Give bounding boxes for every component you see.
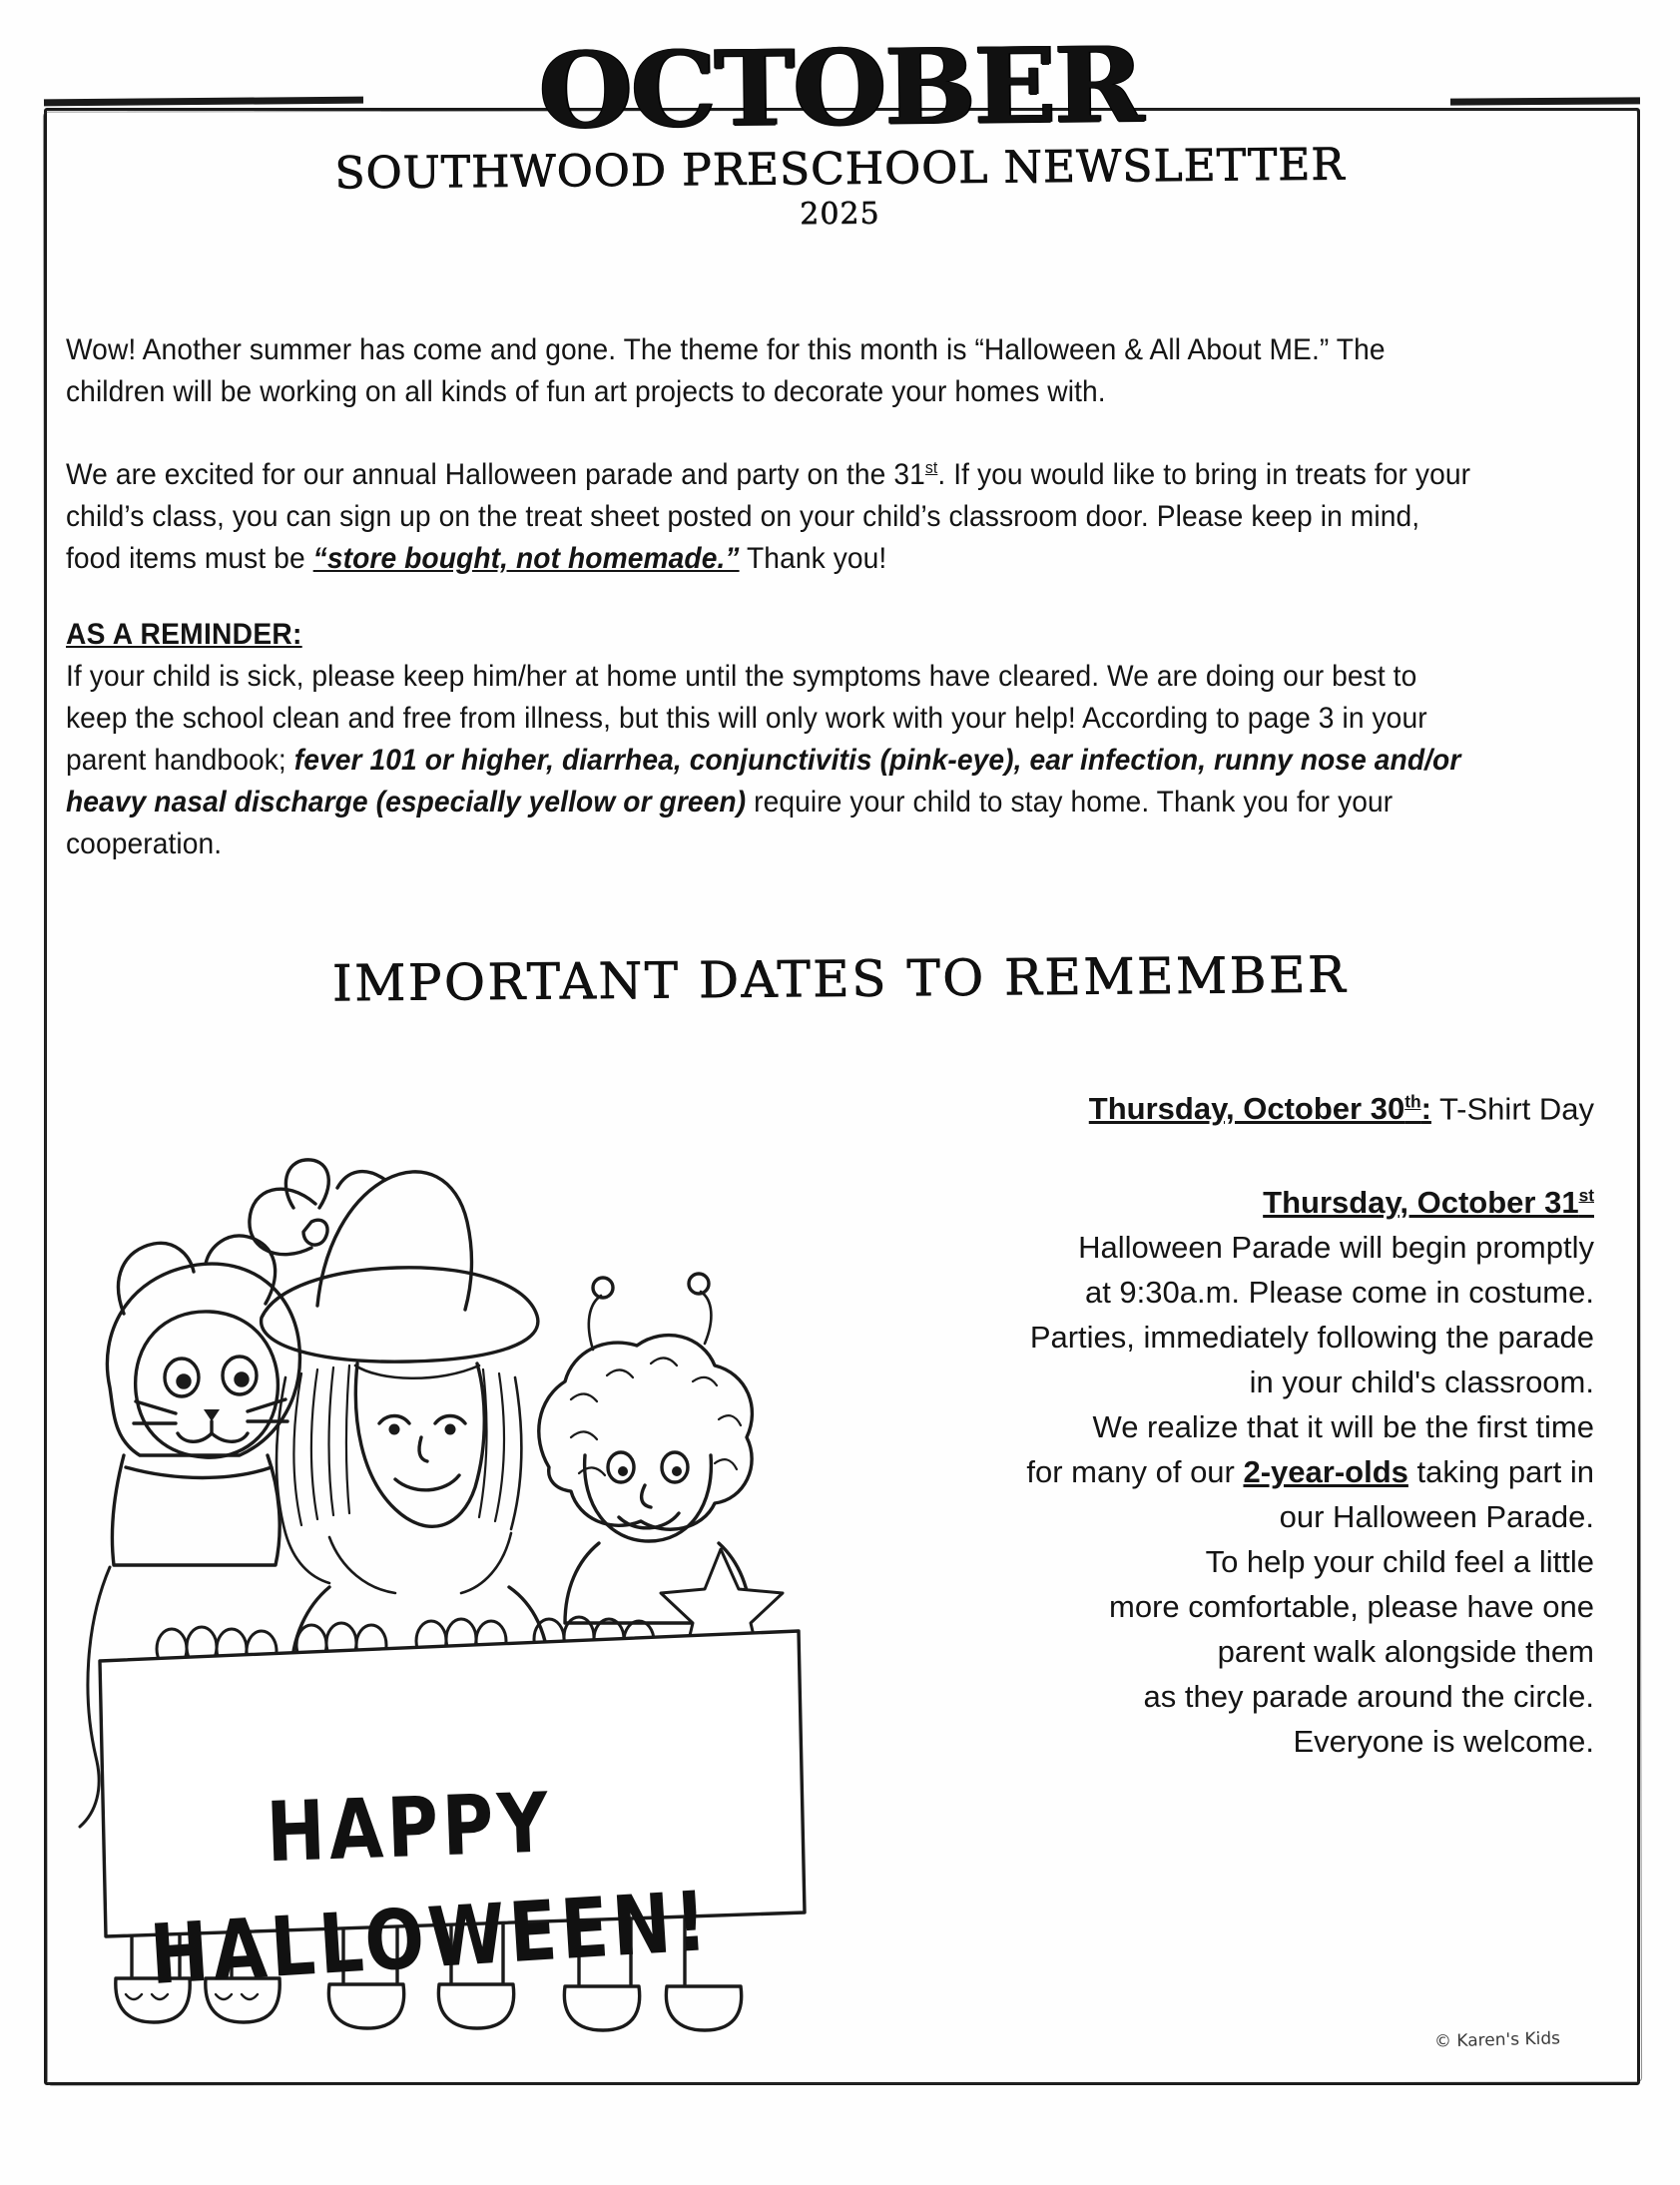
paragraph-reminder <box>66 614 1479 865</box>
halloween-clipart-illustration <box>80 1138 839 2116</box>
parade-line-3: Parties, immediately following the parade <box>1029 1319 1594 1355</box>
ordinal-suffix-31: st <box>924 458 938 477</box>
clipart-credit: © Karen's Kids <box>1433 2028 1561 2052</box>
parade-line-5: We realize that it will be the first time <box>1092 1408 1594 1444</box>
date-label-oct31-row <box>875 1173 1594 1224</box>
date-entry-tshirt-day <box>875 1080 1594 1131</box>
date-label-oct31-text: Thursday, October 31 <box>1263 1184 1579 1220</box>
parade-line-7: our Halloween Parade. <box>1279 1498 1594 1534</box>
sign-line-happy: HAPPY <box>265 1774 554 1882</box>
reminder-heading: AS A REMINDER: <box>66 617 302 651</box>
reminder-text-b: require your child to stay home. Thank you for your cooperation. <box>66 785 1394 860</box>
paragraph-parade-treats <box>66 447 1479 580</box>
parade-line-2: at 9:30a.m. Please come in costume. <box>1084 1274 1594 1310</box>
parade-line-4: in your child's classroom. <box>1249 1364 1594 1399</box>
parade-details <box>875 1225 1594 1764</box>
store-bought-emphasis: “store bought, not homemade.” <box>312 541 740 575</box>
parade-treats-text-b: . If you would like to bring in treats for your child’s class, you can sign up on the treat sheet posted on your child’s classroom door. Please keep in mind, food items must be <box>66 457 1471 575</box>
date-label-oct31 <box>1263 1185 1594 1220</box>
parade-line-12: Everyone is welcome. <box>1293 1723 1594 1759</box>
body-copy <box>66 329 1479 865</box>
parade-line-10: parent walk alongside them <box>1217 1633 1594 1669</box>
parade-treats-text-c: Thank you! <box>739 541 887 575</box>
reminder-text-a: If your child is sick, please keep him/her at home until the symptoms have cleared. We are doing our best to keep the school clean and free from illness, but this will only work with your help! According to page 3 in your parent handbook; <box>66 659 1427 777</box>
parade-line-6a: for many of our <box>1026 1453 1244 1489</box>
parade-line-6 <box>875 1449 1594 1494</box>
parade-line-11: as they parade around the circle. <box>1143 1678 1594 1714</box>
dates-column <box>875 1080 1594 1764</box>
important-dates-heading: IMPORTANT DATES TO REMEMBER <box>331 945 1349 1013</box>
date-entry-halloween <box>875 1173 1594 1763</box>
parade-line-1: Halloween Parade will begin promptly <box>1078 1229 1594 1265</box>
two-year-olds-emphasis: 2-year-olds <box>1243 1453 1408 1489</box>
newsletter-year: 2025 <box>800 196 880 233</box>
newsletter-subtitle: SOUTHWOOD PRESCHOOL NEWSLETTER <box>334 139 1346 200</box>
date-label-oct30-text: Thursday, October 30 <box>1088 1091 1405 1127</box>
paragraph-theme <box>66 329 1479 413</box>
symptom-list-emphasis: fever 101 or higher, diarrhea, conjunctivitis (pink-eye), ear infection, runny nose and/or heavy nasal discharge (especially yellow or green) <box>66 743 1461 819</box>
parade-line-9: more comfortable, please have one <box>1109 1588 1594 1624</box>
month-title: OCTOBER <box>537 22 1143 153</box>
parade-line-8: To help your child feel a little <box>1205 1543 1594 1579</box>
parade-line-6b: taking part in <box>1407 1453 1594 1489</box>
date-label-oct30 <box>1089 1091 1431 1126</box>
month-title-row <box>0 22 1680 153</box>
paragraph-theme-text: Wow! Another summer has come and gone. The theme for this month is “Halloween & All About ME.” The children will be working on all kinds of fun art projects to decorate your homes with. <box>66 333 1386 408</box>
halloween-sign-board <box>100 1631 805 1936</box>
decorative-rule-right <box>1450 97 1640 105</box>
ordinal-suffix-30: th <box>1404 1092 1421 1112</box>
sign-line-halloween: HALLOWEEN! <box>147 1873 714 2004</box>
date-entry-tshirt-description: T-Shirt Day <box>1430 1091 1594 1127</box>
decorative-rule-left <box>44 97 363 107</box>
dates-spacer <box>875 1139 1594 1173</box>
ordinal-suffix-31b: st <box>1578 1185 1594 1206</box>
date-label-oct30-colon: : <box>1420 1091 1431 1127</box>
masthead <box>0 22 1680 233</box>
parade-treats-text-a: We are excited for our annual Halloween parade and party on the 31 <box>66 457 925 491</box>
